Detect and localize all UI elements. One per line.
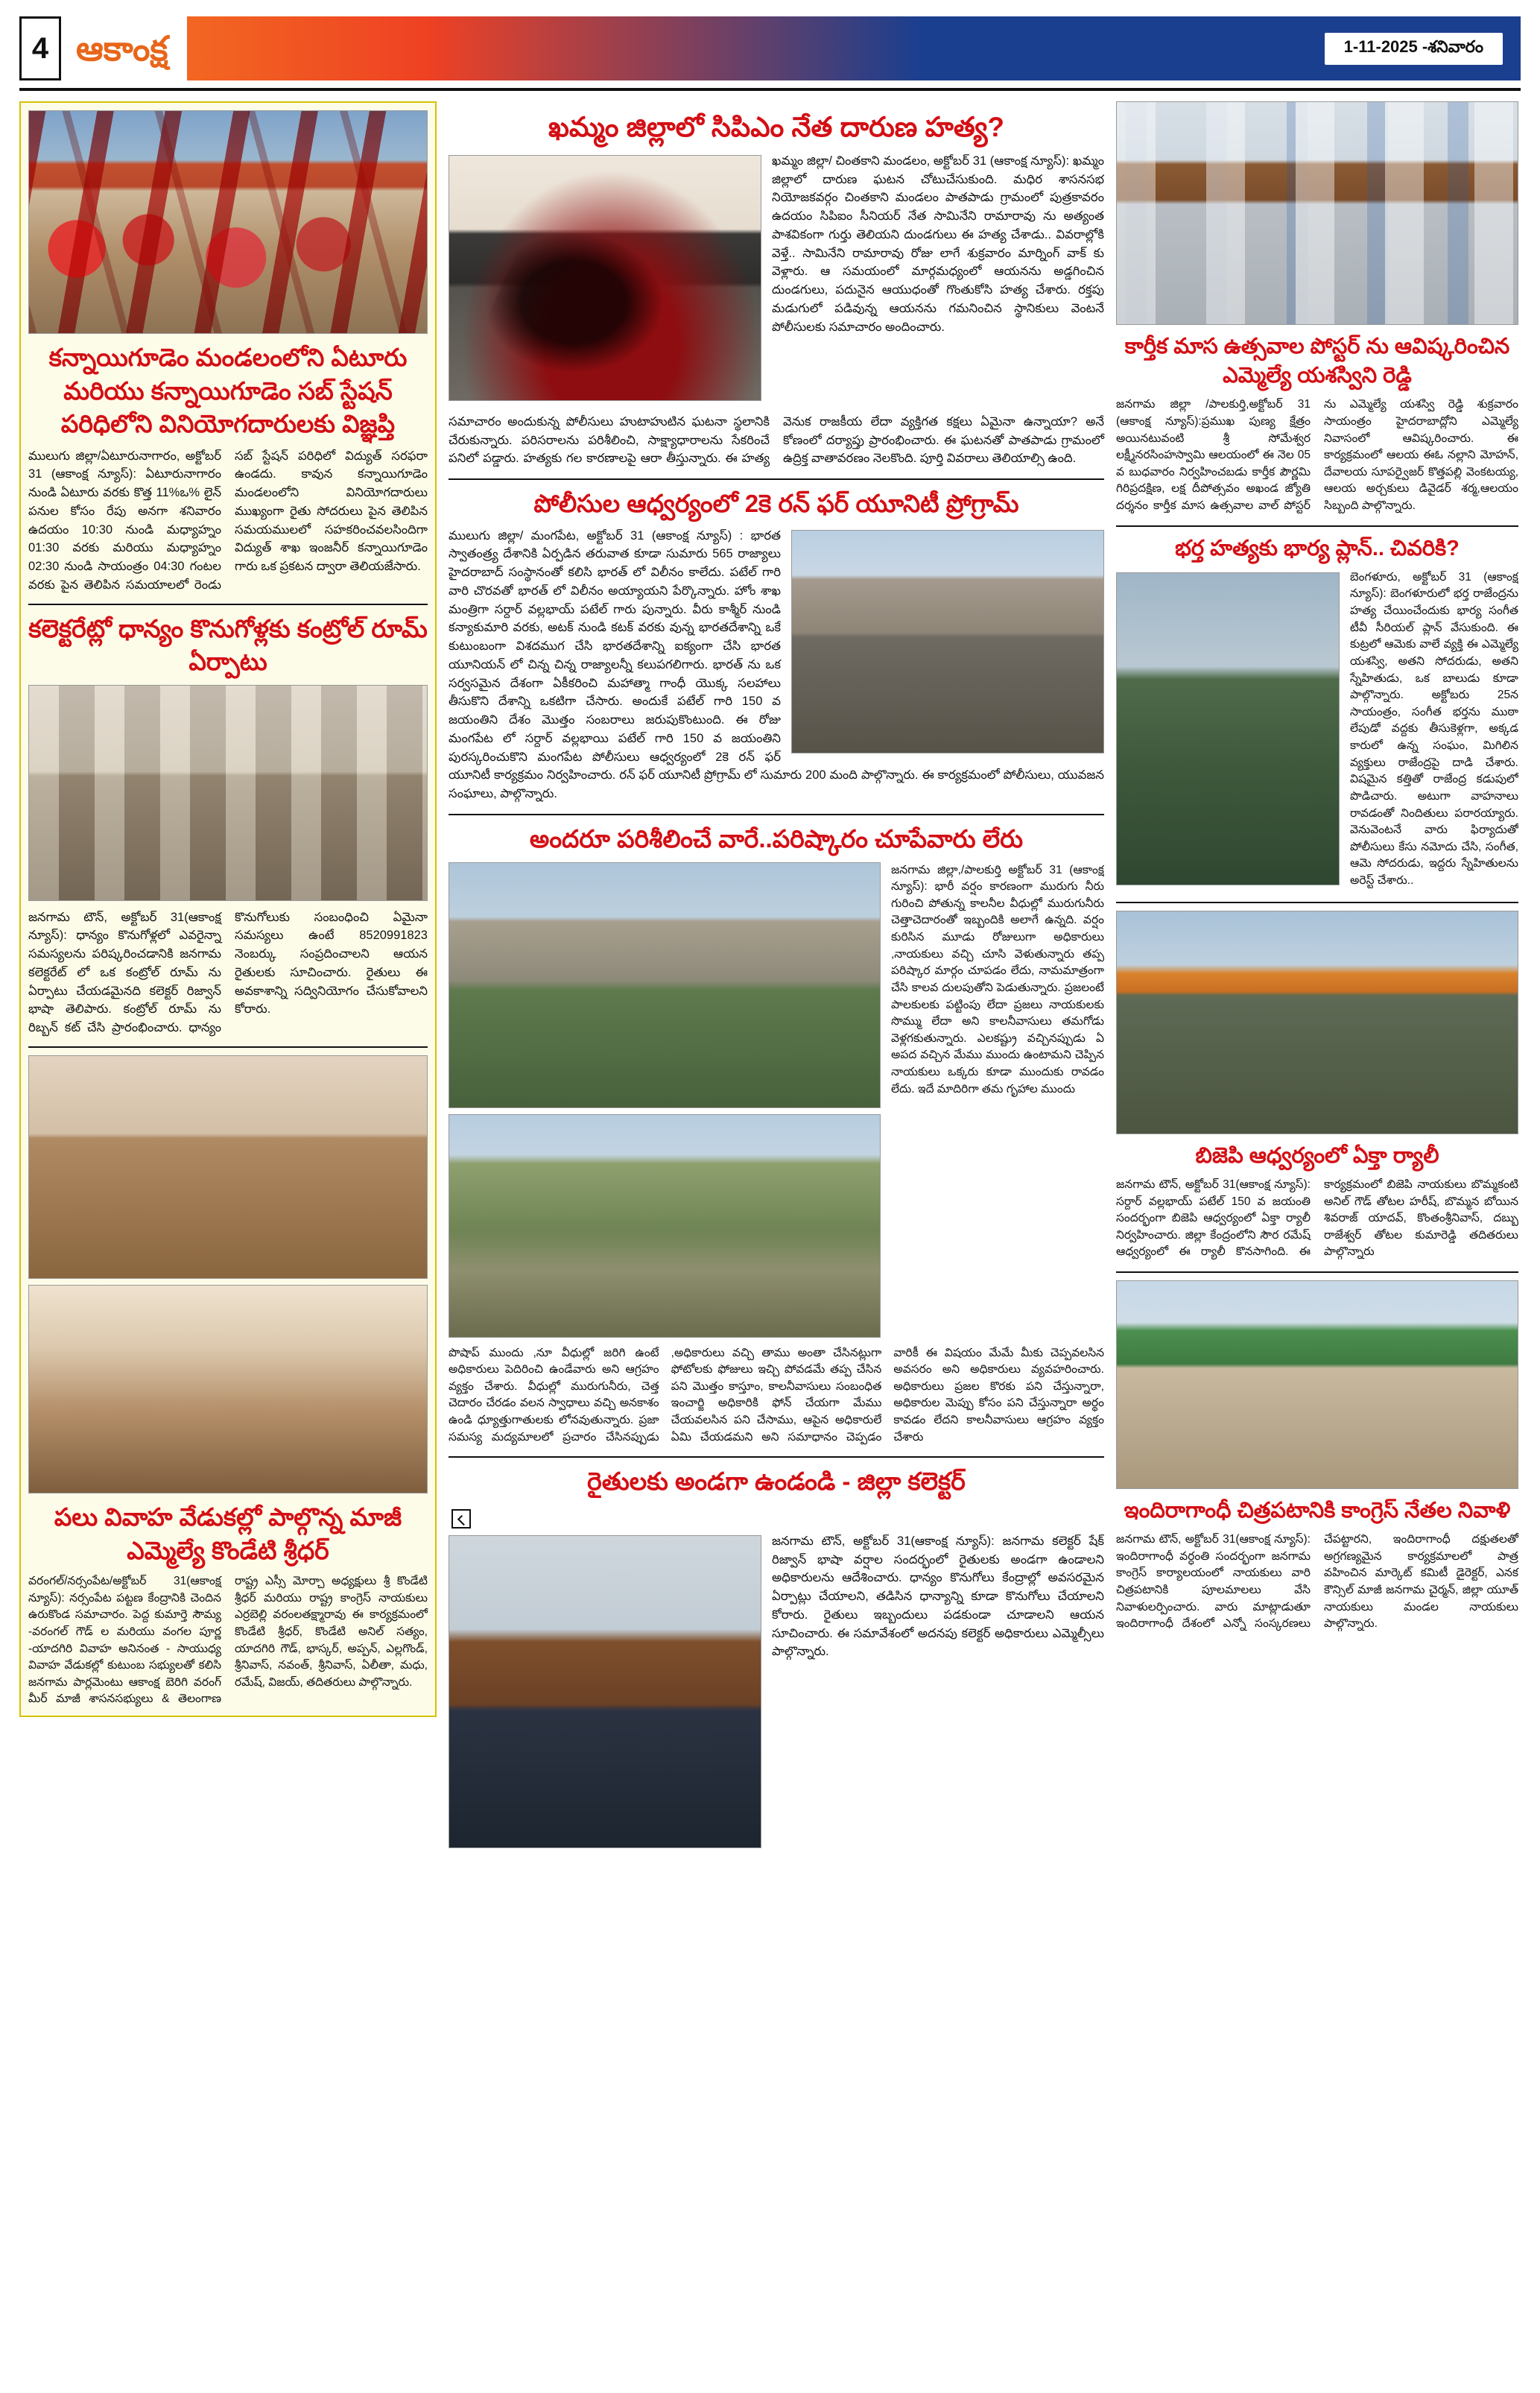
masthead — [19, 16, 1521, 80]
mid-story-3 — [449, 823, 1104, 1446]
right-story-2-body: బెంగళూరు, అక్టోబర్ 31 (ఆకాంక్ష న్యూస్): బెంగళూరులో భర్త రాజేంద్రను హత్య చేయించేందుకు భార్య సంగీత టీవీ సీరియల్ ప్లాన్ వేసుకుంది. ఈ కుట్రలో ఆమెకు వాలే వ్యక్తి ఈ ఎమ్మెల్యే యశస్వి, అతని సోదరుడు, అతని స్నేహితుడు, ఒక బాలుడు కూడా పాల్గొన్నారు. అక్టోబరు 25న సాయంత్రం, సంగీత భర్తను ముఠా లేపుడో వద్దకు తీసుకెళ్లగా, అక్కడ కారులో ఉన్న సంఘం, మిగిలిన వ్యక్తులు రాజేంద్రపై దాడి చేశారు. విషమైన కత్తితో రాజేంద్ర కడుపులో పొడిచారు. అటుగా వాహనాలు రావడంతో నిందితులు పరారయ్యారు. వెనువెంటనే వారు ఫిర్యాదుతో పోలీసులు కేసు నమోదు చేసి, సంగీత, ఆమె సోదరుడు, ఇద్దరు స్నేహితులను అరెస్ట్ చేశారు.. — [1350, 570, 1518, 888]
left-column — [19, 101, 437, 1727]
left-story-3-body: వరంగల్/నర్సంపేట/అక్టోబర్ 31(ఆకాంక్ష న్యూస్): నర్సంపేట పట్టణ కేంద్రానికి చెందిన ఉరుకొండ సమాచారం. పెద్ద కుమార్తె సౌమ్య -వరంగల్ గౌడ్ ల మరియు వంగల పూర్ణ -యాదగిరి వివాహ అనినంత - సాయుధ్య వివాహ వేడుకల్లో కుటుంబ సభ్యులతో కలిసి జనగామ పార్లమెంటు ఆకాంక్ష బెరిగి వరంగ్ మీర్ మాజీ శాసనసభ్యులు & తెలంగాణ రాష్ట్ర ఎస్సీ మోర్చా అధ్యక్షులు శ్రీ కొండేటి శ్రీధర్ మరియు రాష్ట్ర కాంగ్రెస్ నాయకులు ఎర్రబెల్లి వరంలతక్ష్మారావు ఈ కార్యక్రమంలో కొండేటి శ్రీధర్, కొండేటి అనిల్ సత్యం, యాదగిరి గౌడ్, భాస్కర్, అప్పన్, ఎల్లగొండ్, శ్రీనివాస్, నవంత్, శ్రీనివాస్, ఏలీతా, మధు, రమేష్, విజయ్, తదితరులు పాల్గొన్నారు. — [28, 1575, 428, 1706]
page-number: 4 — [19, 16, 61, 80]
mid-divider-3 — [449, 1456, 1104, 1458]
right-column — [1116, 101, 1518, 1643]
mid-story-1-body-1: ఖమ్మం జిల్లా/ చింతకాని మండలం, అక్టోబర్ 31 (ఆకాంక్ష న్యూస్): ఖమ్మం జిల్లాలో దారుణ ఘటన చోటుచేసుకుంది. మధిర శాసనసభ నియోజకవర్గం చింతకాని మండలం పాతపాడు గ్రామంలో పుత్రకావరం ఉదయం సిపిఐం సీనియర్ నేత సామినేని రామారావు ను అత్యంత పాశవికంగా గుర్తు తెలియని దుండగులు ఈ హత్య చేశాడు.. వివరాల్లోకి వెళ్తే.. సామినేని రామారావు రోజు లాగే శుక్రవారం మార్నింగ్ వాక్ కు వెళ్లారు. ఆ సమయంలో మార్గమధ్యంలో ఆయనను అడ్డగించిన దుండగులు, పదునైన ఆయుధంతో గొంతుకోసి హత్య చేశారు. రక్తపు మడుగులో పడివున్న ఆయనను గమనించిన స్థానికులు వెంటనే పోలీసులకు సమాచారం అందించారు. — [772, 154, 1104, 334]
right-story-4 — [1116, 1280, 1518, 1633]
couple-photo — [1116, 572, 1340, 885]
mid-story-3-body-right: జనగామ జిల్లా,/పాలకుర్తి అక్టోబర్ 31 (ఆకాంక్ష న్యూస్): భారీ వర్షం కారణంగా మురుగు నీరు గురించి పోతున్న కాలనీల వీధుల్లో మురుగునీరు చెత్తాచెదారంతో ఇబ్బందికి అలాగే ఉన్నది. వర్షం కురిసిన మూడు రోజులుగా అధికారులు ,నాయకులు వచ్చి చూసి వెళుతున్నారు తప్ప పరిష్కార మార్గం చూపడం లేదు, నామమాత్రంగా చేసి కాలవ దులపుతోని పెడుతున్నారు. ప్రజలంటే పాలకులకు పట్టింపు లేదా ప్రజలు నాయకులకు సొమ్ము లేదా అని కాలనీవాసులు తమగోడు వెళ్లగకుతున్నారు. ఎలకష్ట్రు వచ్చినప్పుడు ఏ అపద వచ్చిన మేము ముందు ఉంటామని చెప్పిన నాయకులు ఒక్కరు కూడా ముందుకు రావడం లేదు. ఇదే మాదిరిగా తమ గృహాల ముందు — [891, 863, 1104, 1096]
logo-text: ఆకాంక్ష — [76, 29, 168, 68]
publication-date: 1-11-2025 -శనివారం — [1325, 33, 1503, 65]
right-story-3 — [1116, 911, 1518, 1261]
masthead-bar — [187, 16, 1521, 80]
mid-divider-1 — [449, 478, 1104, 480]
mid-story-4-headline: రైతులకు అండగా ఉండండి - జిల్లా కలెక్టర్ — [587, 1467, 966, 1496]
left-story-1-headline: కన్నాయిగూడెం మండలంలోని ఏటూరు మరియు కన్నాయిగూడెం సబ్ స్టేషన్ పరిధిలోని వినియోగదారులకు విజ్ఞప్తి — [48, 344, 408, 438]
right-divider-2 — [1116, 902, 1518, 903]
mid-story-1-headline: ఖమ్మం జిల్లాలో సిపిఎం నేత దారుణ హత్య? — [548, 112, 1005, 142]
right-story-3-body: జనగామ టౌన్, అక్టోబర్ 31(ఆకాంక్ష న్యూస్): సర్దార్ వల్లభాయ్ పటేల్ 150 వ జయంతి సందర్భంగా బిజెపి ఆధ్వర్యంలో ఏక్తా ర్యాలీ నిర్వహించారు. జిల్లా కేంద్రంలోని సౌర రమేష్ ఆధ్వర్యంలో ఈ ర్యాలీ కొనసాగింది. ఈ కార్యక్రమంలో బిజెపి నాయకులు బొమ్మకంటి అనిల్ గౌడ్ తోటల హరీష్, బొమ్మన బోయిన శివరాజ్ యాదవ్, కొంతంశ్రీనివాస్, దబ్బు రాజేశ్వర్ తోటల కుమారెడ్డి తదితరులు పాల్గొన్నారు — [1116, 1177, 1518, 1259]
page-columns — [0, 91, 1540, 1887]
divider-2 — [28, 1046, 428, 1048]
right-story-1-headline: కార్తీక మాస ఉత్సవాల పోస్టర్ ను ఆవిష్కరించిన ఎమ్మెల్యే యశస్విని రెడ్డి — [1124, 335, 1510, 388]
left-story-3-headline: పలు వివాహ వేడుకల్లో పాల్గొన్న మాజీ ఎమ్మెల్యే కొండేటి శ్రీధర్ — [54, 1502, 402, 1564]
mid-story-1 — [449, 109, 1104, 468]
mid-story-2-headline: పోలీసుల ఆధ్వర్యంలో 2కె రన్ ఫర్ యూనిటీ ప్రోగ్రామ్ — [533, 490, 1019, 518]
right-story-2 — [1116, 534, 1518, 891]
back-arrow-icon[interactable] — [451, 1509, 471, 1529]
newspaper-page — [0, 16, 1540, 2393]
mid-divider-2 — [449, 814, 1104, 815]
poster-launch-photo — [1116, 101, 1518, 325]
left-story-2 — [28, 613, 428, 1037]
mid-story-2-body: ములుగు జిల్లా/ మంగపేట, అక్టోబర్ 31 (ఆకాంక్ష న్యూస్) : భారత స్వాతంత్ర్య దేశానికి ఏర్పడిన తరువాత కూడా సుమారు 565 రాజ్యాలు హైదరాబాద్ సంస్థానంతో కలిసి భారత్ లో విలీనం కాలేదు. పటేల్ గారి వారి చొరవతో భారత్ లో విలీనం అయ్యాయని పేర్కొన్నారు. హోం శాఖ మంత్రిగా సర్దార్ వల్లభాయ్ పటేల్ గారు పున్నారు. వీరు కాశ్మీర్ నుండి కన్యాకుమారి వరకు, అటక్ నుండి కటక్ వరకు వున్న భారతదేశాన్ని ఒకే కుటుంబంగా విశదముగ చేసి భారతదేశాన్ని ఐక్యంగా చేసి భారత యూనియన్ లో చిన్న చిన్న రాజ్యాలన్నీ కలుపగలిగారు. భారత్ ను ఒక సర్వసమైన దేశంగా ఏకీకరించి మహాత్మా గాంధీ యొక్క సలహాలు తీసుకొని దేశాన్ని ఒకటిగా చేసారు. అందుకే పటేల్ గారి 150 వ జయంతిని దేశం మొత్తం సంబరాలు జరుపుకొంటుంది. ఈ రోజు మంగపేట లో సర్దార్ వల్లభాయి పటేల్ గారి 150 వ జయంతిని పురస్కరించుకొని మంగపేట పోలీసులు ఆధ్వర్యంలో 2కె రన్ ఫర్ యూనిటీ కార్యక్రమం నిర్వహించారు. రన్ ఫర్ యూనిటీ ప్రోగ్రామ్ లో సుమారు 200 మంది పాల్గొన్నారు. ఈ కార్యక్రమంలో పోలీసులు, యువజన సంఘాలు, పాల్గొన్నారు. — [449, 528, 1104, 801]
mid-story-1-body-2: సమాచారం అందుకున్న పోలీసులు హుటాహుటిన ఘటనా స్థలానికి చేరుకున్నారు. పరిసరాలను పరిశీలించి, సాక్ష్యాధారాలను సేకరించే పనిలో పడ్డారు. హత్యకు గల కారణాలపై ఆరా తీస్తున్నారు. ఈ హత్య వెనుక రాజకీయ లేదా వ్యక్తిగత కక్షలు ఏమైనా ఉన్నాయా? అనే కోణంలో దర్యాప్తు ప్రారంభించారు. ఈ ఘటనతో పాతపాడు గ్రామంలో ఉద్రిక్త వాతావరణం నెలకొంది. పూర్తి వివరాలు తెలియాల్సి ఉంది. — [449, 414, 1104, 466]
right-story-1-body: జనగామ జిల్లా /పాలకుర్తి,అక్టోబర్ 31 (ఆకాంక్ష న్యూస్):ప్రముఖ పుణ్య క్షేత్రం అయినటువంటి శ్రీ సోమేశ్వర లక్ష్మీనరసింహస్వామి ఆలయంలో ఈ నెల 05 వ బుధవారం నిర్వహించబడు కార్తీక పౌర్ణమి గిరిప్రదక్షిణ, లక్ష దీపోత్సవం అఖండ జ్యోతి దర్శనం కార్తీక మాస ఉత్సవాల వాల్ పోస్టర్ ను ఎమ్మెల్యే యశస్వి రెడ్డి శుక్రవారం సాయంత్రం హైదరాబాద్లోని ఎమ్మెల్యే నివాసంలో ఆవిష్కరించారు. ఈ కార్యక్రమంలో ఆలయ ఈఓ నల్లాని మోహన్, దేవాలయ సూపర్వైజర్ కొత్తపల్లి వెంకటయ్య, ఆలయ అర్చకులు డివైడర్ శర్మ,ఆలయం సిబ్బంది పాల్గొన్నారు. — [1116, 398, 1518, 513]
control-room-inauguration-photo — [28, 685, 428, 901]
mid-story-2 — [449, 487, 1104, 803]
left-story-1-body: ములుగు జిల్లా/ఏటూరునాగారం, అక్టోబర్ 31 (ఆకాంక్ష న్యూస్): ఏటూరునాగారం నుండి ఏటూరు వరకు కొత్త 11%ఒ% లైన్ పనుల కోసం రేపు అనగా శనివారం ఉదయం 10:30 నుండి మధ్యాహ్నం 01:30 వరకు మరియు మధ్యాహ్నం 02:30 నుండి సాయంత్రం 04:30 గంటల వరకు పైన తెలిపిన సమయాలలో రెండు సబ్ స్టేషన్ పరిధిలో విద్యుత్ సరఫరా ఉండదు. కావున కన్నాయిగూడెం మండలంలోని వినియోగదారులు ముఖ్యంగా రైతు సోదరులు పైన తెలిపిన సమయములలో సహకరించవలసిందిగా విద్యుత్ శాఖ ఇంజనీర్ కన్నాయిగూడెం గారు ఒక ప్రకటన ద్వారా తెలియజేసారు. — [28, 449, 428, 592]
mid-story-4-body: జనగామ టౌన్, అక్టోబర్ 31(ఆకాంక్ష న్యూస్): జనగామ కలెక్టర్ షేక్ రిజ్వాన్ భాషా వర్షాల సందర్భంలో రైతులకు అండగా ఉండాలని అధికారులను ఆదేశించారు. ధాన్యం కొనుగోలు కేంద్రాల్లో అవసరమైన ఏర్పాట్లు చేయాలని, తడిసిన ధాన్యాన్ని కూడా కొనుగోలు చేయాలని కోరారు. రైతులు ఇబ్బందులు పడకుండా చూడాలని ఆయన సూచించారు. ఈ సమావేశంలో అదనపు కలెక్టర్ అధికారులు ఎమ్మెల్సీలు పాల్గొన్నారు. — [772, 1534, 1104, 1659]
right-divider-1 — [1116, 525, 1518, 527]
right-story-3-headline: బిజెపి ఆధ్వర్యంలో ఏక్తా ర్యాలీ — [1195, 1143, 1439, 1168]
right-story-4-headline: ఇందిరాగాంధీ చిత్రపటానికి కాంగ్రెస్ నేతల నివాళి — [1124, 1499, 1511, 1523]
crime-scene-photo — [449, 155, 761, 401]
congress-tribute-photo — [1116, 1280, 1518, 1489]
bjp-rally-photo — [1116, 911, 1518, 1134]
mid-story-3-body-bottom: పొషాప్ ముందు ,నూ వీధుల్లో జరిగి ఉంటే అధికారులు పెదిరించి ఉండేవారు అని ఆగ్రహం వ్యక్తం చేశారు. వీధుల్లో మురుగునీరు, చెత్త చెదారం చేరడం వలన స్వాధాలు వచ్చి అనకాశం ఉండి ధ్యూత్తుగాతులకు లోనవుతున్నారు. ప్రజా సమస్య మద్యమాలలో ప్రచారం చేసినప్పుడు ,అధికారులు వచ్చి తాము అంతా చేసినట్లుగా ఫోటోలకు ఫోజులు ఇచ్చి పోవడమే తప్ప చేసిన పని మొత్తం కాస్తూం, కాలనీవాసులు సంబంధిత ఇంచార్జి అధికారికి ఫోన్ చేయగా మేము చేయవలసిన పని చేసాము, ఆపైన అధికారులే ఏమి చేయడమని అని సమాధానం చెప్పడం వారికీ ఈ విషయం మేమే మీకు చెప్పవలసిన అవసరం అని అధికారులు వ్యవహరించారు. అధికారులు ప్రజల కొరకు పని చేస్తున్నారా, అధికారుల మెప్పు కోసం పని చేస్తున్నారా అర్థం కావడం లేదని కాలనీవాసులు ఆగ్రహం వ్యక్తం చేశారు — [449, 1346, 1104, 1444]
left-story-2-headline: కలెక్టరేట్లో ధాన్యం కొనుగోళ్లకు కంట్రోల్ రూమ్ ఏర్పాటు — [28, 614, 428, 676]
wedding-ceremony-photo — [28, 1055, 428, 1279]
drainage-problem-photo — [449, 862, 881, 1108]
left-story-2-body: జనగామ టౌన్, అక్టోబర్ 31(ఆకాంక్ష న్యూస్): ధాన్యం కొనుగోళ్లలో ఎవరైన్నా సమస్యలను పరిష్కరించడానికి జనగామ కలెక్టరేట్ లో ఒక కంట్రోల్ రూమ్ ను ఏర్పాటు చేయడమైనది కలెక్టర్ రిజ్వాన్ భాషా తెలిపారు. కంట్రోల్ రూమ్ ను రిబ్బన్ కట్ చేసి ప్రారంభించారు. ధాన్యం కొనుగోలుకు సంబంధించి ఏమైనా సమస్యలు ఉంటే 8520991823 నెంబర్కు సంప్రదించాలని ఆయన రైతులకు సూచించారు. రైతులు ఈ అవకాశాన్ని సద్వినియోగం చేసుకోవాలని కోరారు. — [28, 910, 428, 1035]
wedding-group-photo — [28, 1285, 428, 1493]
protest-rally-photo — [28, 110, 428, 334]
right-story-4-body: జనగామ టౌన్, అక్టోబర్ 31(ఆకాంక్ష న్యూస్): ఇందిరాగాంధీ వర్ధంతి సందర్భంగా జనగామ కాంగ్రెస్ కార్యాలయంలో నాయకులు వారి చిత్రపటానికి పూలమాలలు వేసి నివాళులర్పించారు. వారు మాట్లాడుతూ ఇందిరాగాంధీ దేశంలో ఎన్నో సంస్కరణలు చేపట్టారని, ఇందిరాగాంధీ దక్షుతలతో అగ్రగణ్యమైన కార్యక్రమాలలో పాత్ర వహించిన మార్కెట్ కమిటీ డైరెక్టర్, ఎనక కౌన్సిల్ మాజీ జనగామ చైర్మన్, జిల్లా యూత్ నాయకులు మండల నాయకులు పాల్గొన్నారు. — [1116, 1533, 1518, 1631]
newspaper-logo — [72, 16, 180, 80]
right-divider-3 — [1116, 1271, 1518, 1273]
left-story-1 — [19, 101, 437, 1717]
mid-story-4 — [449, 1465, 1104, 1854]
right-story-2-headline: భర్త హత్యకు భార్య ప్లాన్.. చివరికి? — [1175, 536, 1460, 560]
mid-story-3-headline: అందరూ పరిశీలించే వారే..పరిష్కారం చూపేవారు లేరు — [529, 824, 1024, 853]
run-for-unity-photo — [791, 530, 1104, 753]
drainage-problem-photo-2 — [449, 1114, 881, 1338]
collector-interview-photo — [449, 1535, 761, 1848]
left-story-3 — [28, 1055, 428, 1708]
right-story-1 — [1116, 101, 1518, 515]
divider — [28, 604, 428, 605]
middle-column — [449, 101, 1104, 1865]
